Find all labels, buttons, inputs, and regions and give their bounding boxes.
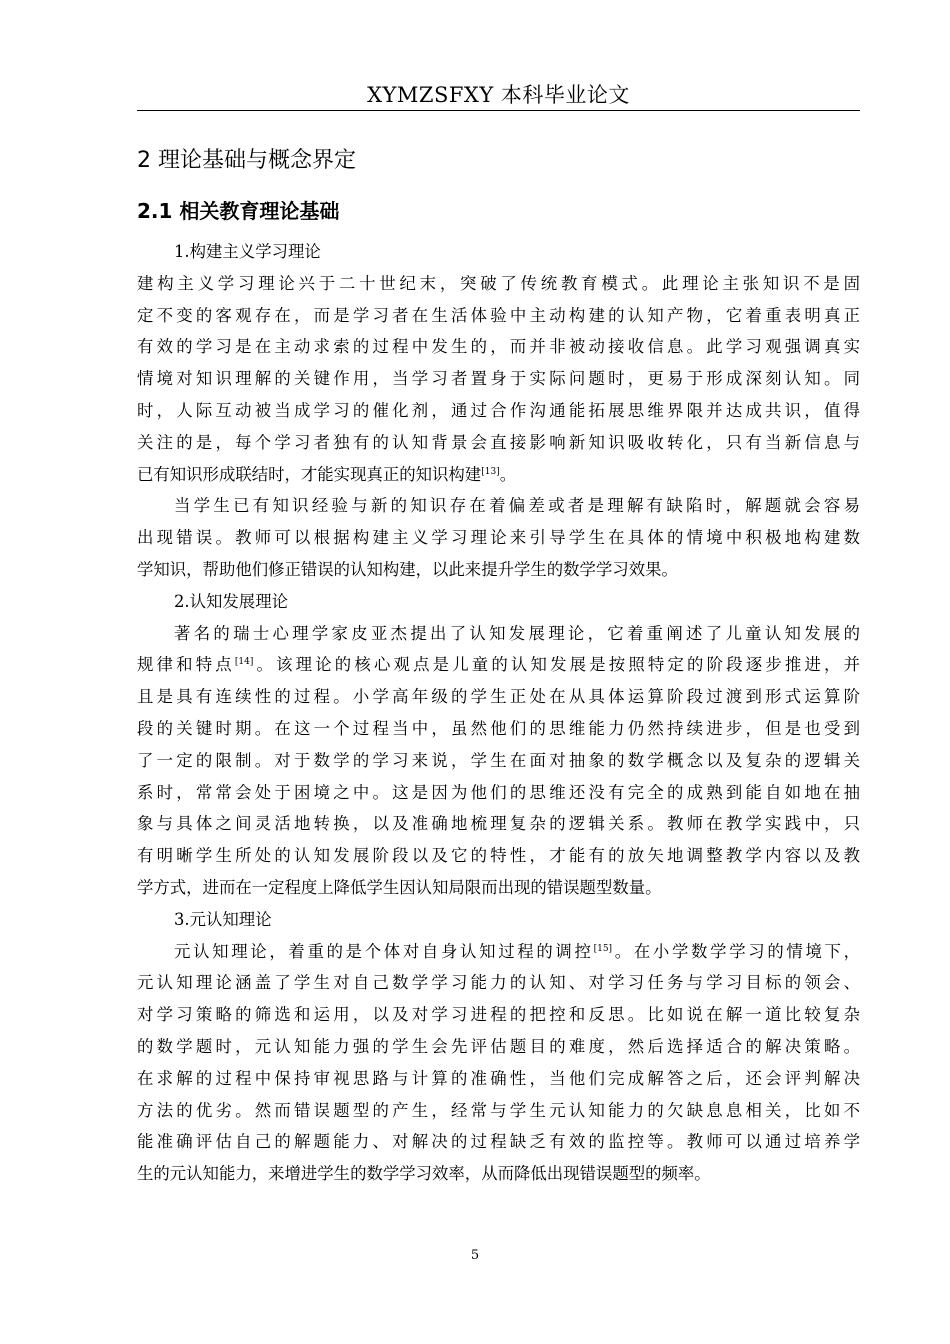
text-line: 有效的学习是在主动求索的过程中发生的，而并非被动接收信息。此学习观强调真实 — [137, 337, 860, 357]
text-line: 了一定的限制。对于数学的学习来说，学生在面对抽象的数学概念以及复杂的逻辑关 — [137, 750, 860, 770]
text-line: 出现错误。教师可以根据构建主义学习理论来引导学生在具体的情境中积极地构建数 — [137, 528, 860, 548]
text-span: 。在小学数学学习的情境下， — [612, 941, 860, 961]
text-line: 的数学题时，元认知能力强的学生会先评估题目的难度，然后选择适合的解决策略。 — [137, 1036, 860, 1056]
text-line: 对学习策略的筛选和运用，以及对学习进程的把控和反思。比如说在解一道比较复杂 — [137, 1005, 860, 1025]
text-line: 象与具体之间灵活地转换，以及准确地梳理复杂的逻辑关系。教师在教学实践中，只 — [137, 814, 860, 834]
text-line: 定不变的客观存在，而是学习者在生活体验中主动构建的认知产物，它着重表明真正 — [137, 305, 860, 325]
subsection-heading-1: 1.构建主义学习理论 — [174, 242, 321, 261]
chapter-title: 2 理论基础与概念界定 — [137, 148, 356, 173]
paragraph-constructivism-1 — [137, 268, 860, 491]
text-span: 规律和特点 — [137, 655, 235, 675]
text-line: 元认知理论涵盖了学生对自己数学学习能力的认知、对学习任务与学习目标的领会、 — [137, 973, 860, 993]
text-line: 建构主义学习理论兴于二十世纪末，突破了传统教育模式。此理论主张知识不是固 — [137, 273, 860, 293]
text-line: 能准确评估自己的解题能力、对解决的过程缺乏有效的监控等。教师可以通过培养学 — [137, 1132, 860, 1152]
text-line — [137, 936, 860, 968]
text-span: 。 — [499, 464, 517, 484]
text-line — [137, 649, 860, 681]
citation: [13] — [481, 466, 500, 477]
paragraph-cognitive-development — [137, 618, 860, 904]
text-line: 且是具有连续性的过程。小学高年级的学生正处在从具体运算阶段过渡到形式运算阶 — [137, 687, 860, 707]
running-header: XYMZSFXY 本科毕业论文 — [367, 83, 630, 107]
text-line: 情境对知识理解的关键作用，当学习者置身于实际问题时，更易于形成深刻认知。同 — [137, 369, 860, 389]
citation: [15] — [593, 943, 613, 954]
text-line: 系时，常常会处于困境之中。这是因为他们的思维还没有完全的成熟到能自如地在抽 — [137, 782, 860, 802]
page-number: 5 — [470, 1248, 480, 1263]
body-text — [137, 236, 860, 1190]
paragraph-metacognition — [137, 936, 860, 1190]
text-line: 关注的是，每个学习者独有的认知背景会直接影响新知识吸收转化，只有当新信息与 — [137, 432, 860, 452]
paragraph-constructivism-2 — [137, 490, 860, 585]
text-span: 元认知理论，着重的是个体对自身认知过程的调控 — [174, 941, 594, 961]
text-span: 。该理论的核心观点是儿童的认知发展是按照特定的阶段逐步推进，并 — [253, 655, 860, 675]
text-line: 在求解的过程中保持审视思路与计算的准确性，当他们完成解答之后，还会评判解决 — [137, 1068, 860, 1088]
text-line: 方法的优劣。然而错误题型的产生，经常与学生元认知能力的欠缺息息相关，比如不 — [137, 1100, 860, 1120]
subsection-heading-3: 3.元认知理论 — [174, 909, 272, 929]
text-line — [137, 459, 860, 491]
text-line: 有明晰学生所处的认知发展阶段以及它的特性，才能有的放矢地调整教学内容以及教 — [137, 846, 860, 866]
header-rule — [137, 110, 860, 111]
citation: [14] — [234, 657, 254, 668]
text-line: 学方式，进而在一定程度上降低学生因认知局限而出现的错误题型数量。 — [137, 877, 662, 897]
text-line: 著名的瑞士心理学家皮亚杰提出了认知发展理论，它着重阐述了儿童认知发展的 — [174, 623, 860, 643]
text-span: 已有知识形成联结时，才能实现真正的知识构建 — [137, 464, 482, 484]
text-line: 时，人际互动被当成学习的催化剂，通过合作沟通能拓展思维界限并达成共识，值得 — [137, 400, 860, 420]
text-line: 生的元认知能力，来增进学生的数学学习效率，从而降低出现错误题型的频率。 — [137, 1164, 711, 1184]
text-line: 当学生已有知识经验与新的知识存在着偏差或者是理解有缺陷时，解题就会容易 — [174, 496, 860, 516]
subsection-heading-2: 2.认知发展理论 — [174, 591, 288, 611]
text-line: 学知识，帮助他们修正错误的认知构建，以此来提升学生的数学学习效果。 — [137, 559, 678, 579]
text-line: 段的关键时期。在这一个过程当中，虽然他们的思维能力仍然持续进步，但是也受到 — [137, 718, 860, 738]
section-title: 2.1 相关教育理论基础 — [137, 199, 340, 223]
